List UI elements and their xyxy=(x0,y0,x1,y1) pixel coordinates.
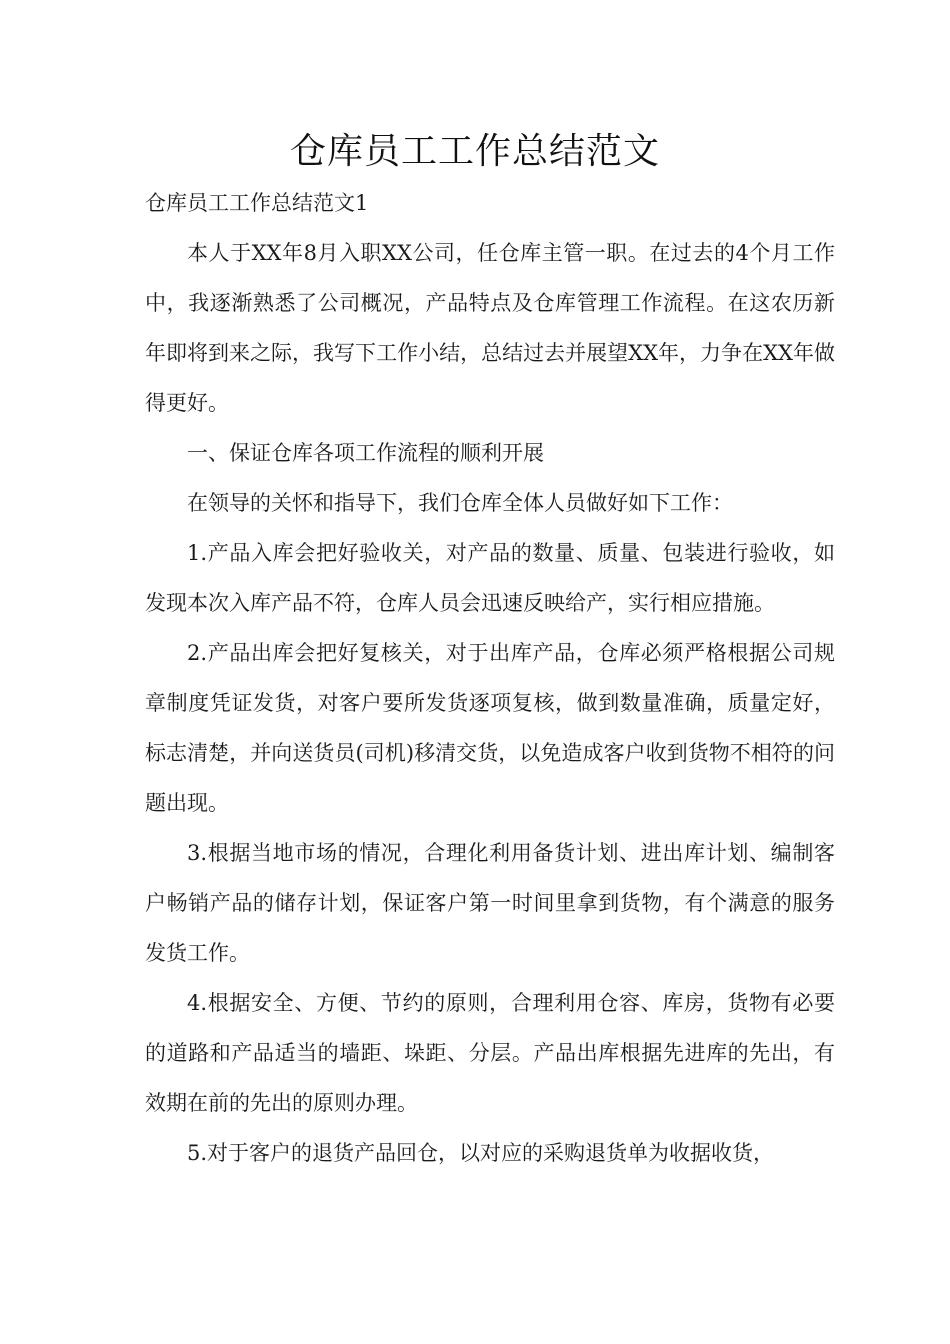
document-body xyxy=(145,178,835,1178)
document-title: 仓库员工工作总结范文 xyxy=(289,131,660,172)
paragraph-intro: 本人于XX年8月入职XX公司，任仓库主管一职。在过去的4个月工作中，我逐渐熟悉了公司概况，产品特点及仓库管理工作流程。在这农历新年即将到来之际，我写下工作小结，总结过去并展望XX年，力争在XX年做得更好。 xyxy=(145,241,835,415)
paragraph-lead: 在领导的关怀和指导下，我们仓库全体人员做好如下工作： xyxy=(187,491,733,515)
list-item-2: 2.产品出库会把好复核关，对于出库产品，仓库必须严格根据公司规章制度凭证发货，对客户要所发货逐项复核，做到数量准确，质量定好，标志清楚，并向送货员(司机)移清交货，以免造成客户收到货物不相符的问题出现。 xyxy=(145,641,835,815)
list-item-1: 1.产品入库会把好验收关，对产品的数量、质量、包装进行验收，如发现本次入库产品不符，仓库人员会迅速反映给产，实行相应措施。 xyxy=(145,541,835,615)
subheading-workflow: 一、保证仓库各项工作流程的顺利开展 xyxy=(187,441,544,465)
list-item-5: 5.对于客户的退货产品回仓，以对应的采购退货单为收据收货， xyxy=(187,1141,775,1165)
list-item-3: 3.根据当地市场的情况，合理化利用备货计划、进出库计划、编制客户畅销产品的储存计划，保证客户第一时间里拿到货物，有个满意的服务发货工作。 xyxy=(145,841,835,965)
list-item-4: 4.根据安全、方便、节约的原则，合理利用仓容、库房，货物有必要的道路和产品适当的墙距、垛距、分层。产品出库根据先进库的先出，有效期在前的先出的原则办理。 xyxy=(145,991,835,1115)
section-heading: 仓库员工工作总结范文1 xyxy=(145,191,369,215)
